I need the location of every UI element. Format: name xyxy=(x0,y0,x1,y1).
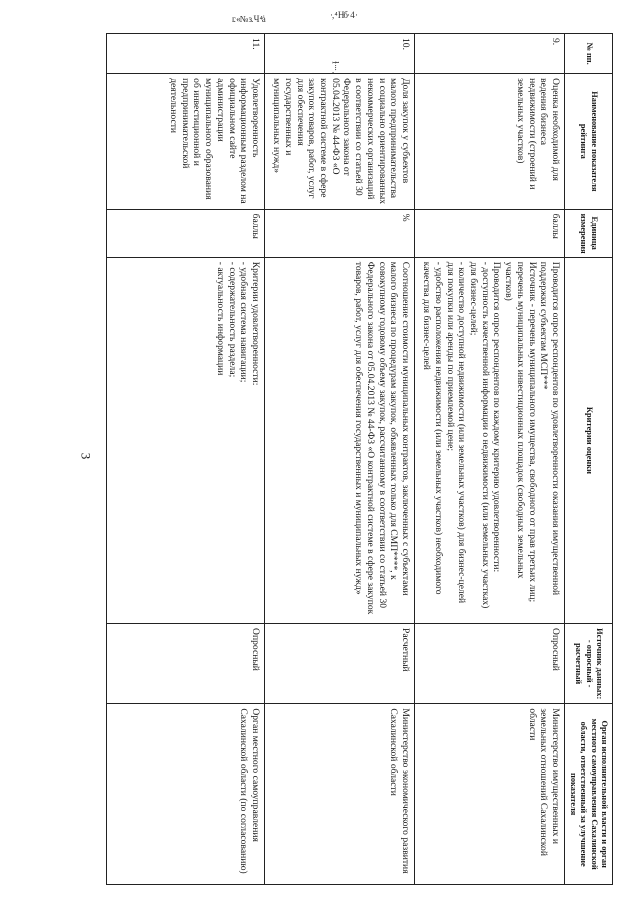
header-source: Источник данных: - опросный - расчетный xyxy=(565,624,613,704)
row-criteria xyxy=(107,257,265,623)
row-org: Министерство экономического развития Сахалинской области xyxy=(265,704,415,885)
criteria-line: - удобство расположения недвижимости (или земельных участков) необходимого качества для бизнес-целей xyxy=(421,261,444,595)
criteria-line: Проводится опрос респондентов по каждому критерию удовлетворенности: xyxy=(491,261,503,573)
rating-indicators-table xyxy=(106,33,613,885)
criteria-line: - удобная система навигации; xyxy=(238,261,250,383)
row-num: 11. xyxy=(107,34,265,74)
header-criteria: Критерии оценки xyxy=(565,257,613,623)
row-criteria xyxy=(415,257,565,623)
table-row xyxy=(265,34,415,885)
rating-table-wrapper xyxy=(109,33,613,885)
row-name: Доля закупок у субъектов малого предпринимательства и социально ориентированных некоммерческих организаций в соответствии со статьей 30 Федерального закона от 05.04.2013 № 44-ФЗ «О контрактной системе в сфере закупок товаров, работ, услуг для обеспечения государственных и муниципальных нужд» xyxy=(265,74,415,209)
handwritten-side-mark: ɬ ··· . xyxy=(330,61,341,73)
criteria-line: - содержательность раздела; xyxy=(226,261,238,378)
header-name: Наименование показателя рейтинга xyxy=(565,74,613,209)
criteria-line: Соотношение стоимости муниципальных контрактов, заключенных с субъектами малого бизнеса по процедурам закупок, объявленных только для СМП****, к совокупному годовому объему закупок, рассчитанному в соответствии со статьей 30 Федерального закона от 05.04.2013 № 44-ФЗ «О контрактной системе в сфере закупок товаров, работ, услуг для обеспечения государственных и муниципальных нужд» xyxy=(353,261,411,615)
page-number: 3 xyxy=(78,452,94,460)
row-criteria xyxy=(265,257,415,623)
header-unit: Единица измерения xyxy=(565,209,613,257)
handwritten-note-top-left: г. «№ з. Ч ⁴ȧ xyxy=(232,14,265,24)
row-num: 10. xyxy=(265,34,415,74)
row-source: Опросный xyxy=(415,624,565,704)
criteria-line: - актуальность информации xyxy=(214,261,226,376)
criteria-line: - доступность качественной информации о недвижимости (или земельных участках) для бизнес-целей; xyxy=(468,261,491,609)
row-name: Удовлетворенность информационным разделом на официальном сайте администрации муниципального образования об инвестиционной и предпринимательской деятельности xyxy=(107,74,265,209)
criteria-line: - количество доступной недвижимости (или земельных участков) для бизнес-целей для покупки или аренды по приемлемой цене; xyxy=(444,261,468,604)
criteria-line: Критерии удовлетворенности: xyxy=(250,261,261,386)
row-num: 9. xyxy=(415,34,565,74)
row-org: Министерство имущественных и земельных отношений Сахалинской области xyxy=(415,704,565,885)
row-unit: % xyxy=(265,209,415,257)
header-num: № пп. xyxy=(565,34,613,74)
row-unit: баллы xyxy=(415,209,565,257)
row-source: Расчетный xyxy=(265,624,415,704)
criteria-line: Проводится опрос респондентов по удовлетворенности оказания имущественной поддержки субъектам МСП*** xyxy=(538,261,561,596)
table-header-row xyxy=(565,34,613,885)
header-org: Орган исполнительной власти и орган местного самоуправления Сахалинской области, ответственный за улучшение показателя xyxy=(565,704,613,885)
criteria-line: Источник - перечень муниципального имущества, свободного от прав третьих лиц; перечень муниципальных инвестиционных площадок (свободных земельных участков) xyxy=(503,261,538,603)
table-row xyxy=(107,34,265,885)
handwritten-note-top-right: ·, ⁴ Нб· 4 · xyxy=(330,10,357,20)
table-row xyxy=(415,34,565,885)
row-org: Орган местного самоуправления Сахалинской области (по согласованию) xyxy=(107,704,265,885)
row-unit: баллы xyxy=(107,209,265,257)
row-name: Оценка необходимой для ведения бизнеса недвижимости (строений и земельных участков) xyxy=(415,74,565,209)
row-source: Опросный xyxy=(107,624,265,704)
